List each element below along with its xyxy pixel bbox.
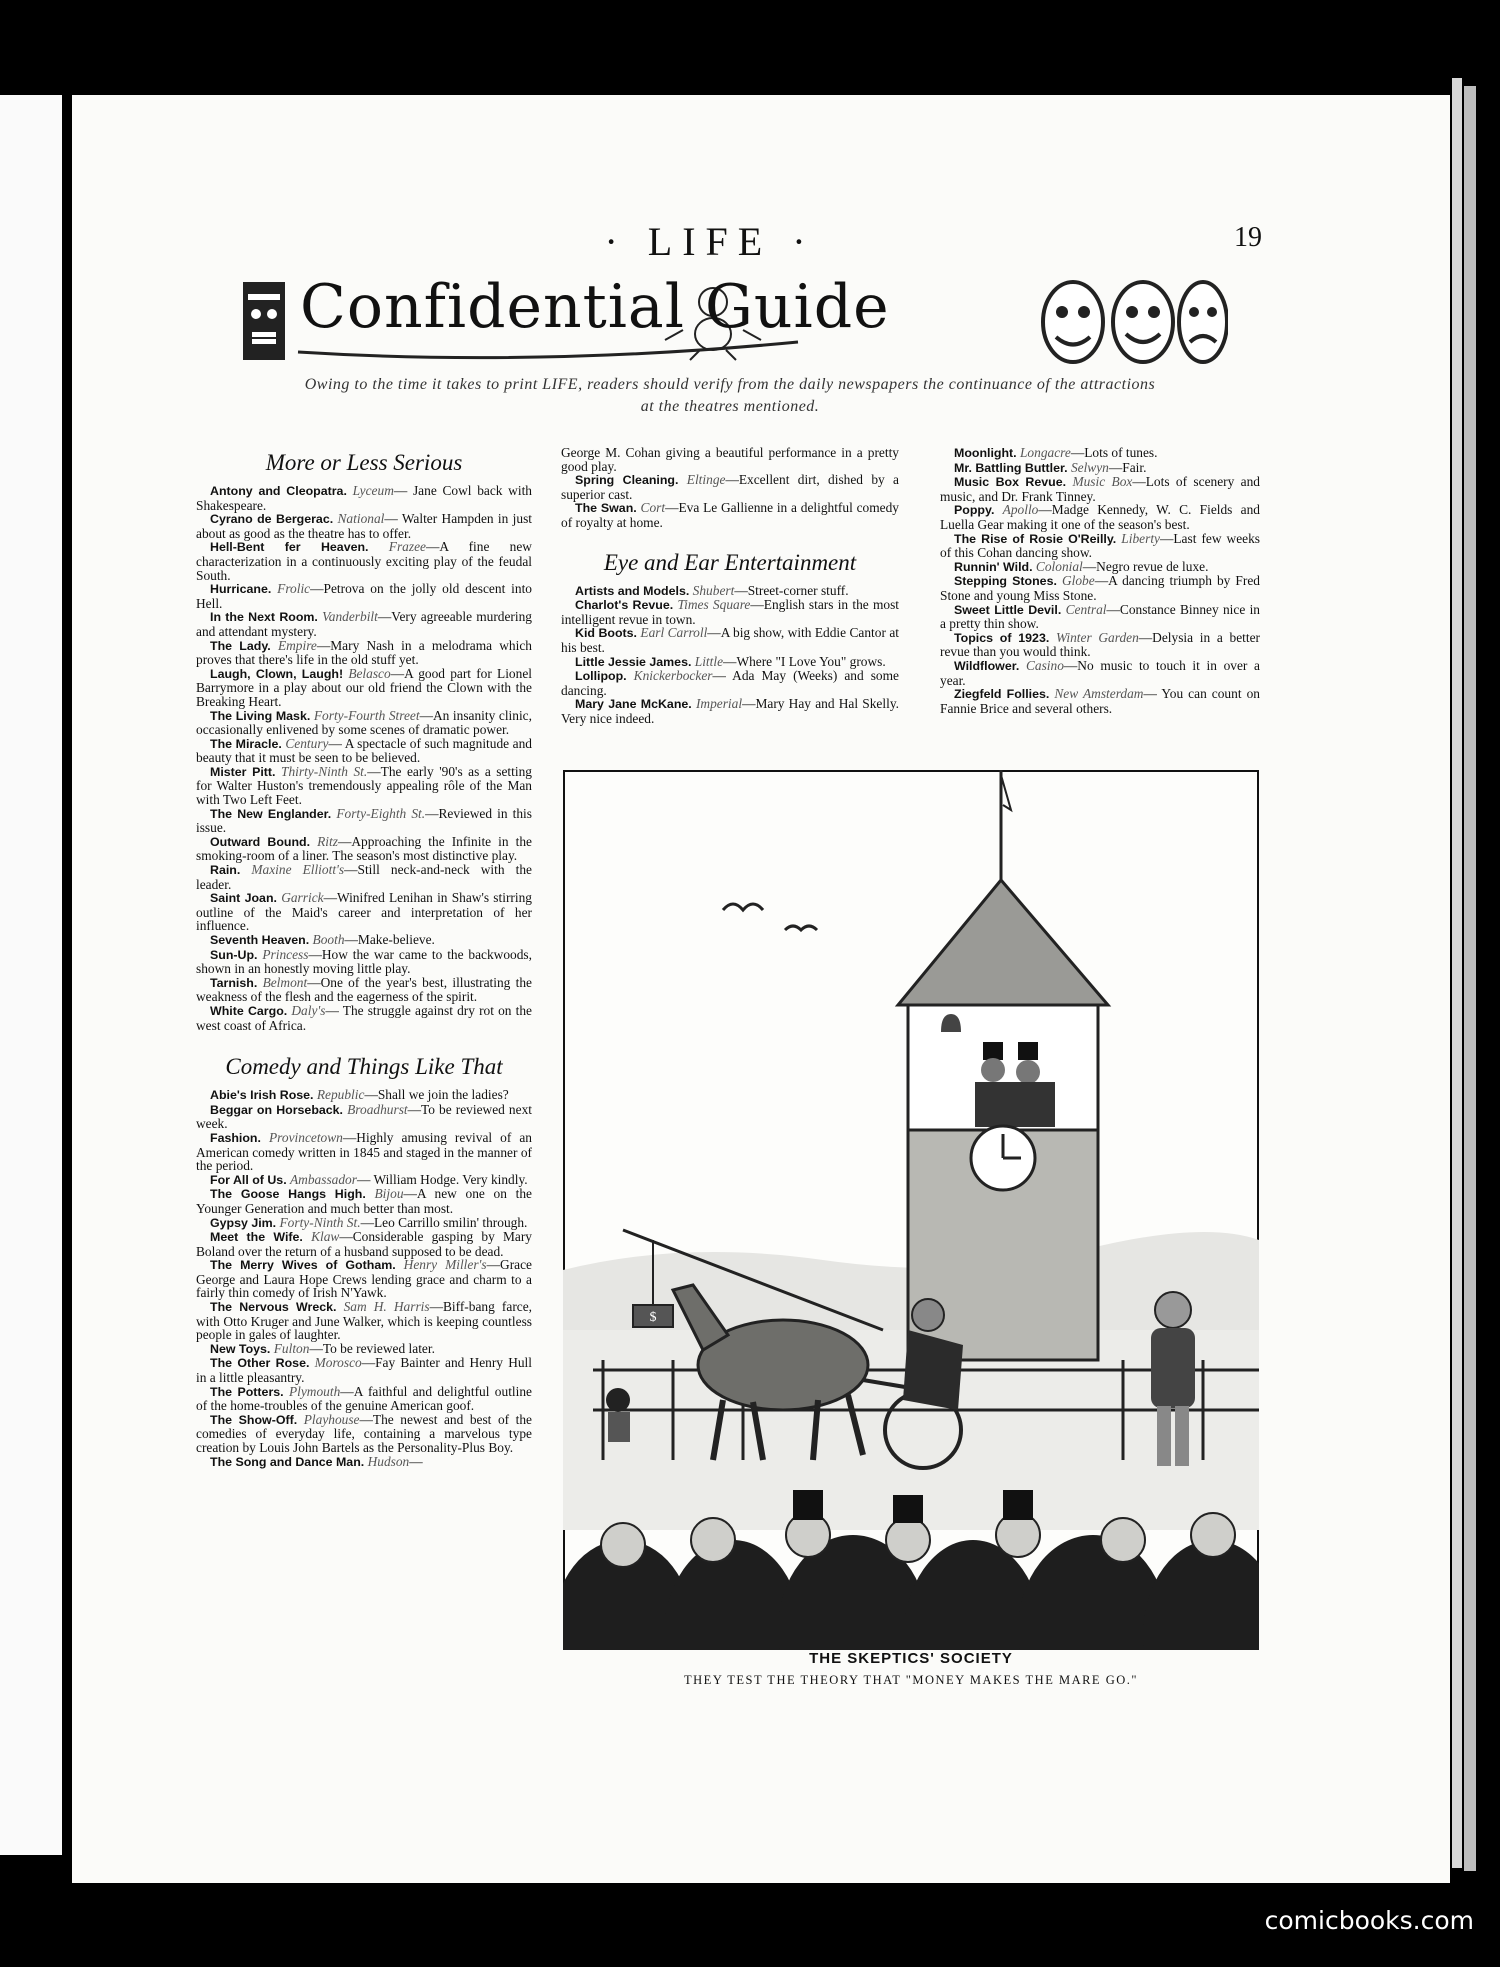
- listing-entry: [940, 503, 1260, 531]
- show-title: Tarnish.: [210, 975, 258, 990]
- theatre-name: Earl Carroll: [640, 625, 708, 641]
- show-title: The Living Mask.: [210, 708, 311, 723]
- listing-entry: [196, 1385, 532, 1413]
- show-title: The Rise of Rosie O'Reilly.: [954, 531, 1117, 546]
- listing-entry: [196, 639, 532, 667]
- theatre-name: Imperial: [695, 696, 743, 712]
- listing-entry: [561, 501, 899, 529]
- show-description: —Biff-bang farce, with Otto Kruger and June Walker, which is keeping countless people in gales of laughter.: [196, 1299, 533, 1343]
- show-description: —Approaching the Infinite in the smoking-room of a liner. The season's most distinctive play.: [196, 833, 532, 864]
- show-description: —Last few weeks of this Cohan dancing show.: [940, 530, 1261, 561]
- listing-entry: [940, 574, 1260, 602]
- theatre-name: Casino: [1025, 657, 1064, 673]
- page-number: 19: [1234, 222, 1262, 253]
- show-description: —: [409, 1453, 423, 1469]
- listing-entry: [196, 1131, 532, 1173]
- listing-entry: [196, 1216, 532, 1231]
- show-description: —Madge Kennedy, W. C. Fields and Luella Gear making it one of the season's best.: [940, 502, 1260, 532]
- watermark-url: comicbooks.com: [1264, 1906, 1474, 1935]
- theatre-name: Times Square: [677, 597, 751, 613]
- show-description: —Fair.: [1108, 459, 1147, 475]
- banner: [238, 272, 1228, 372]
- theatre-name: Bijou: [374, 1186, 404, 1202]
- theatre-name: Provincetown: [269, 1129, 343, 1145]
- show-description: —Highly amusing revival of an American comedy written in 1845 and staged in the manner of the period.: [196, 1129, 532, 1174]
- show-title: The New Englander.: [210, 806, 332, 821]
- listing-entry: [940, 461, 1260, 476]
- show-description: —Fay Bainter and Henry Hull in a little pleasantry.: [196, 1355, 532, 1386]
- show-title: Spring Cleaning.: [575, 473, 679, 488]
- continued-text: George M. Cohan giving a beautiful performance in a pretty good play.: [561, 445, 899, 474]
- show-title: Laugh, Clown, Laugh!: [210, 666, 344, 681]
- show-title: Mr. Battling Buttler.: [954, 460, 1068, 475]
- left-page-edge: [0, 95, 62, 1855]
- show-description: —Lots of scenery and music, and Dr. Frank Tinney.: [940, 474, 1260, 504]
- listing-entry: [196, 709, 532, 737]
- show-title: For All of Us.: [210, 1172, 287, 1187]
- show-title: Rain.: [210, 863, 241, 878]
- show-description: —Winifred Lenihan in Shaw's stirring outline of the Maid's career and interpretation of her influence.: [196, 890, 532, 934]
- theatre-name: Little: [694, 653, 724, 669]
- show-description: —Grace George and Laura Hope Crews lending grace and charm to a fairly thin comedy of Irish N'Yawk.: [196, 1257, 532, 1301]
- listing-entry: [196, 582, 532, 610]
- show-description: —A fine new characterization in a continuously exciting play of the feudal South.: [196, 539, 532, 583]
- show-description: —Mary Hay and Hal Skelly. Very nice indeed.: [561, 696, 899, 726]
- theatre-name: Belmont: [262, 974, 308, 990]
- theatre-name: Century: [285, 735, 329, 751]
- show-title: Abie's Irish Rose.: [210, 1088, 314, 1103]
- show-description: — The struggle against dry rot on the west coast of Africa.: [196, 1002, 532, 1033]
- theatre-name: Selwyn: [1070, 459, 1109, 475]
- serious-list: [196, 484, 532, 1032]
- intro-note: Owing to the time it takes to print LIFE, readers should verify from the daily newspapers the continuance of the attractions at the theatres mentioned.: [304, 376, 1156, 415]
- show-description: —No music to touch it in over a year.: [940, 657, 1260, 688]
- show-title: The Nervous Wreck.: [210, 1300, 337, 1315]
- theatre-name: Henry Miller's: [403, 1257, 487, 1273]
- theatre-name: Forty-Fourth Street: [313, 707, 420, 723]
- listing-entry: [940, 532, 1260, 560]
- show-description: —Very agreeable murdering and attendant mystery.: [196, 609, 533, 639]
- show-description: —Petrova on the jolly old descent into Hell.: [196, 581, 532, 611]
- tiki-mask-icon: [243, 282, 285, 360]
- show-title: Cyrano de Bergerac.: [210, 512, 334, 527]
- show-title: In the Next Room.: [210, 610, 318, 625]
- show-title: Music Box Revue.: [954, 475, 1067, 490]
- show-description: — Walter Hampden in just about as good as the theatre has to offer.: [196, 511, 532, 541]
- listing-entry: [940, 687, 1260, 715]
- listing-entry: [196, 512, 532, 540]
- theatre-name: Central: [1065, 601, 1107, 617]
- listing-entry: [196, 1173, 532, 1188]
- theatre-name: Ambassador: [290, 1171, 357, 1187]
- listing-entry: [196, 807, 532, 835]
- show-description: —Street-corner stuff.: [734, 582, 849, 598]
- show-description: —Delysia in a better revue than you would think.: [940, 629, 1260, 660]
- listing-entry: [940, 446, 1260, 461]
- show-title: The Miracle.: [210, 736, 282, 751]
- listing-entry: [196, 484, 532, 512]
- show-title: Mister Pitt.: [210, 764, 276, 779]
- show-title: Kid Boots.: [575, 626, 637, 641]
- theatre-name: Knickerbocker: [633, 668, 713, 684]
- theatre-name: Apollo: [1002, 502, 1039, 518]
- theatre-name: Shubert: [692, 582, 735, 598]
- show-title: The Merry Wives of Gotham.: [210, 1258, 396, 1273]
- listing-entry: [561, 655, 899, 670]
- show-title: Topics of 1923.: [954, 630, 1050, 645]
- listing-entry: [196, 933, 532, 948]
- listing-entry: [196, 667, 532, 709]
- listing-entry: [196, 1187, 532, 1215]
- show-title: Ziegfeld Follies.: [954, 687, 1050, 702]
- show-title: Lollipop.: [575, 669, 627, 684]
- listing-entry: [196, 1258, 532, 1300]
- listing-entry: [196, 765, 532, 807]
- comedy-continued-list: [561, 473, 899, 529]
- show-description: — William Hodge. Very kindly.: [356, 1171, 528, 1187]
- show-title: The Swan.: [575, 501, 637, 516]
- theatre-masks-icon: [1043, 282, 1227, 362]
- cartoon-title: THE SKEPTICS' SOCIETY: [809, 1650, 1013, 1667]
- listing-entry: [561, 584, 899, 599]
- theatre-name: Daly's: [291, 1002, 326, 1018]
- listing-entry: [196, 540, 532, 582]
- theatre-name: Music Box: [1072, 474, 1133, 490]
- show-description: —A good part for Lionel Barrymore in a play about our old friend the Clown with the Breaking Heart.: [196, 665, 532, 709]
- show-title: Seventh Heaven.: [210, 933, 310, 947]
- theatre-name: Booth: [312, 932, 345, 947]
- show-description: —Considerable gasping by Mary Boland over the return of a husband supposed to be dead.: [196, 1229, 532, 1259]
- show-title: Stepping Stones.: [954, 574, 1057, 589]
- listing-entry: [196, 1342, 532, 1357]
- show-description: —Lots of tunes.: [1070, 445, 1158, 460]
- show-title: The Show-Off.: [210, 1412, 298, 1427]
- column-2: [561, 446, 899, 726]
- listing-entry: [561, 598, 899, 626]
- show-description: — A spectacle of such magnitude and beauty that it must be seen to be believed.: [196, 735, 532, 766]
- show-description: —Where "I Love You" grows.: [723, 653, 886, 669]
- show-description: —Constance Binney nice in a pretty thin show.: [940, 601, 1260, 632]
- theatre-name: Princess: [262, 946, 309, 962]
- show-description: —Still neck-and-neck with the leader.: [196, 862, 532, 892]
- show-title: Outward Bound.: [210, 834, 311, 849]
- listing-entry: [196, 610, 532, 638]
- show-title: Meet the Wife.: [210, 1230, 303, 1245]
- section-heading: Comedy and Things Like That: [225, 1054, 503, 1080]
- eye-ear-list-continued: [940, 446, 1260, 715]
- show-title: The Lady.: [210, 638, 271, 653]
- theatre-name: Plymouth: [288, 1383, 341, 1399]
- show-description: —To be reviewed next week.: [196, 1101, 532, 1132]
- listing-entry: [561, 697, 899, 725]
- show-title: Antony and Cleopatra.: [210, 484, 347, 498]
- theatre-name: National: [337, 511, 385, 527]
- show-title: The Song and Dance Man.: [210, 1454, 365, 1469]
- theatre-name: Vanderbilt: [322, 609, 378, 625]
- show-title: The Goose Hangs High.: [210, 1187, 366, 1202]
- theatre-name: Ritz: [317, 833, 338, 849]
- listing-entry: [940, 603, 1260, 631]
- listing-entry: [196, 891, 532, 933]
- theatre-name: Hudson: [367, 1453, 410, 1469]
- listing-entry: [196, 1300, 532, 1342]
- column-1: [196, 450, 532, 1469]
- show-description: —A new one on the Younger Generation and much better than most.: [196, 1186, 532, 1216]
- theatre-name: Fulton: [273, 1340, 310, 1356]
- cartoon-illustration: [563, 770, 1259, 1650]
- show-title: The Other Rose.: [210, 1356, 310, 1371]
- listing-entry: [196, 948, 532, 976]
- theatre-name: Empire: [277, 637, 317, 653]
- show-description: —Negro revue de luxe.: [1082, 558, 1209, 574]
- theatre-name: Forty-Eighth St.: [336, 805, 426, 821]
- listing-entry: [196, 1356, 532, 1384]
- section-heading: Eye and Ear Entertainment: [603, 549, 857, 575]
- show-title: White Cargo.: [210, 1003, 288, 1018]
- listing-entry: [196, 976, 532, 1004]
- show-description: —Eva Le Gallienne in a delightful comedy of royalty at home.: [561, 500, 899, 530]
- show-description: —Excellent dirt, dished by a superior cast.: [561, 472, 899, 502]
- theatre-name: Playhouse: [303, 1411, 360, 1427]
- show-description: —The early '90's as a setting for Walter Huston's tremendously appealing rôle of the Man with Two Left Feet.: [196, 763, 532, 808]
- show-description: —Mary Nash in a melodrama which proves that there's life in the old stuff yet.: [196, 637, 532, 668]
- listing-entry: [196, 1088, 532, 1103]
- theatre-name: Broadhurst: [347, 1101, 408, 1117]
- theatre-name: Morosco: [314, 1355, 362, 1371]
- theatre-name: New Amsterdam: [1054, 686, 1144, 702]
- show-title: Moonlight.: [954, 446, 1017, 460]
- listing-entry: [561, 669, 899, 697]
- listing-entry: [196, 737, 532, 765]
- section-heading: More or Less Serious: [265, 450, 463, 475]
- listing-entry: [561, 626, 899, 654]
- show-description: —How the war came to the backwoods, shown in an honestly moving little play.: [196, 946, 532, 977]
- eye-ear-list: [561, 584, 899, 726]
- show-title: The Potters.: [210, 1384, 284, 1399]
- show-description: —Reviewed in this issue.: [196, 805, 532, 836]
- theatre-name: Winter Garden: [1055, 629, 1139, 645]
- show-description: —The newest and best of the comedies of everyday life, containing a marvelous type creation by Louis John Bartels as the Personality-Plus Boy.: [196, 1411, 532, 1455]
- theatre-name: Thirty-Ninth St.: [281, 763, 368, 779]
- show-description: —An insanity clinic, occasionally enlivened by some scenes of dramatic power.: [196, 707, 532, 738]
- listing-entry: [196, 1004, 532, 1032]
- show-description: —To be reviewed later.: [309, 1340, 435, 1356]
- theatre-name: Globe: [1061, 573, 1095, 589]
- show-description: — Jane Cowl back with Shakespeare.: [196, 483, 532, 513]
- listing-entry: [940, 560, 1260, 575]
- theatre-name: Frolic: [277, 581, 311, 597]
- listing-entry: [196, 863, 532, 891]
- banner-title: Confidential Guide: [300, 272, 890, 342]
- show-title: Fashion.: [210, 1130, 261, 1145]
- theatre-name: Belasco: [348, 665, 391, 681]
- show-title: Mary Jane McKane.: [575, 697, 692, 712]
- theatre-name: Forty-Ninth St.: [279, 1214, 361, 1230]
- cartoon-subtitle: THEY TEST THE THEORY THAT "MONEY MAKES THE MARE GO.": [684, 1673, 1138, 1687]
- show-description: —A big show, with Eddie Cantor at his best.: [561, 625, 899, 655]
- listing-entry: [940, 475, 1260, 503]
- theatre-name: Lyceum: [352, 483, 394, 498]
- page-edge: [1452, 78, 1462, 1868]
- money-bag-label: $: [649, 1310, 657, 1325]
- show-title: Poppy.: [954, 503, 995, 518]
- theatre-name: Colonial: [1035, 558, 1083, 574]
- cartoon-caption: [563, 1650, 1259, 1688]
- show-title: Runnin' Wild.: [954, 559, 1033, 574]
- show-description: — You can count on Fannie Brice and several others.: [940, 686, 1260, 716]
- theatre-name: Eltinge: [686, 472, 726, 488]
- show-title: Hell-Bent fer Heaven.: [210, 540, 369, 555]
- show-description: —A faithful and delightful outline of the home-troubles of the genuine American goof.: [196, 1383, 533, 1414]
- listing-entry: [561, 473, 899, 501]
- show-title: Sun-Up.: [210, 947, 258, 962]
- show-title: Charlot's Revue.: [575, 598, 674, 613]
- show-description: —One of the year's best, illustrating the weakness of the flesh and the eagerness of the spirit.: [196, 974, 532, 1005]
- theatre-name: Liberty: [1121, 530, 1160, 546]
- listing-entry: [196, 1455, 532, 1470]
- show-title: Sweet Little Devil.: [954, 602, 1062, 617]
- show-title: Gypsy Jim.: [210, 1215, 277, 1230]
- theatre-name: Maxine Elliott's: [251, 862, 345, 878]
- show-description: —Shall we join the ladies?: [364, 1087, 509, 1103]
- theatre-name: Frazee: [388, 539, 426, 555]
- show-description: —Leo Carrillo smilin' through.: [360, 1214, 528, 1230]
- theatre-name: Garrick: [281, 890, 324, 906]
- listing-entry: [940, 659, 1260, 687]
- show-description: —Make-believe.: [344, 932, 435, 947]
- page-edge: [1464, 86, 1476, 1871]
- theatre-name: Cort: [640, 500, 666, 516]
- show-title: Artists and Models.: [575, 583, 690, 598]
- show-description: —English stars in the most intelligent revue in town.: [561, 597, 900, 627]
- theatre-name: Sam H. Harris: [343, 1299, 430, 1315]
- masthead: · LIFE ·: [604, 219, 816, 264]
- show-description: —A dancing triumph by Fred Stone and young Miss Stone.: [940, 573, 1260, 603]
- listing-entry: [196, 1413, 532, 1455]
- listing-entry: [196, 835, 532, 863]
- listing-entry: [940, 631, 1260, 659]
- comedy-list: [196, 1088, 532, 1469]
- column-3: [940, 446, 1260, 715]
- show-title: Little Jessie James.: [575, 654, 692, 669]
- listing-entry: [196, 1230, 532, 1258]
- show-title: Hurricane.: [210, 582, 272, 597]
- theatre-name: Longacre: [1019, 445, 1071, 460]
- theatre-name: Republic: [316, 1087, 365, 1103]
- listing-entry: [196, 1103, 532, 1131]
- show-title: Wildflower.: [954, 658, 1020, 673]
- show-title: Beggar on Horseback.: [210, 1102, 344, 1117]
- show-title: Saint Joan.: [210, 891, 277, 906]
- theatre-name: Klaw: [311, 1229, 340, 1245]
- show-description: — Ada May (Weeks) and some dancing.: [561, 668, 899, 698]
- show-title: New Toys.: [210, 1341, 271, 1356]
